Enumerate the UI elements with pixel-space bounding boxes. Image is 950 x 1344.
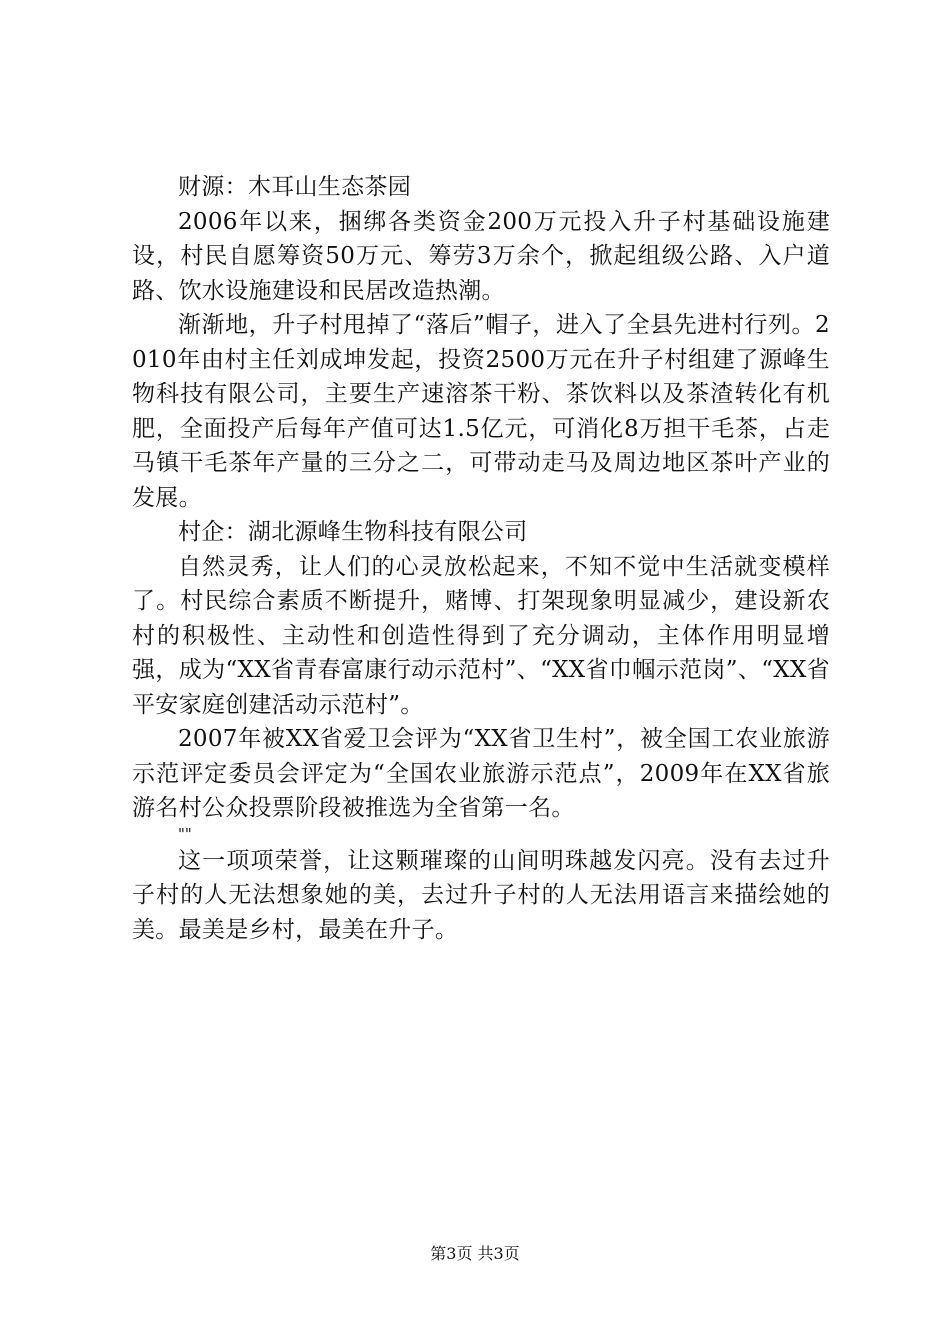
section-label-finance: 财源：木耳山生态茶园 — [178, 174, 411, 200]
document-body — [132, 170, 830, 947]
paragraph-village-life: 自然灵秀，让人们的心灵放松起来，不知不觉中生活就变模样了。村民综合素质不断提升，赌博、打架现象明显减少，建设新农村的积极性、主动性和创造性得到了充分调动，主体作用明显增强，成为“XX省青春富康行动示范村”、“XX省巾帼示范岗”、“XX省平安家庭创建活动示范村”。 — [132, 553, 830, 718]
section-label-village-enterprise: 村企：湖北源峰生物科技有限公司 — [178, 519, 528, 545]
paragraph-honors: 2007年被XX省爱卫会评为“XX省卫生村”，被全国工农业旅游示范评定委员会评定为“全国农业旅游示范点”，2009年在XX省旅游名村公众投票阶段被推选为全省第一名。 — [132, 726, 830, 821]
paragraph-infrastructure: 2006年以来，捆绑各类资金200万元投入升子村基础设施建设，村民自愿筹资50万元、筹劳3万余个，掀起组级公路、入户道路、饮水设施建设和民居改造热潮。 — [132, 208, 830, 304]
stray-quote-marks: "" — [178, 824, 192, 843]
paragraph-closing: 这一项项荣誉，让这颗璀璨的山间明珠越发闪亮。没有去过升子村的人无法想象她的美，去过升子村的人无法用语言来描绘她的美。最美是乡村，最美在升子。 — [132, 847, 830, 943]
page-number-footer: 第3页 共3页 — [430, 1244, 520, 1263]
paragraph-enterprise: 渐渐地，升子村甩掉了“落后”帽子，进入了全县先进村行列。2010年由村主任刘成坤发起，投资2500万元在升子村组建了源峰生物科技有限公司，主要生产速溶茶干粉、茶饮料以及茶渣转化有机肥，全面投产后每年产值可达1.5亿元，可消化8万担干毛茶，占走马镇干毛茶年产量的三分之二，可带动走马及周边地区茶叶产业的发展。 — [132, 312, 830, 511]
